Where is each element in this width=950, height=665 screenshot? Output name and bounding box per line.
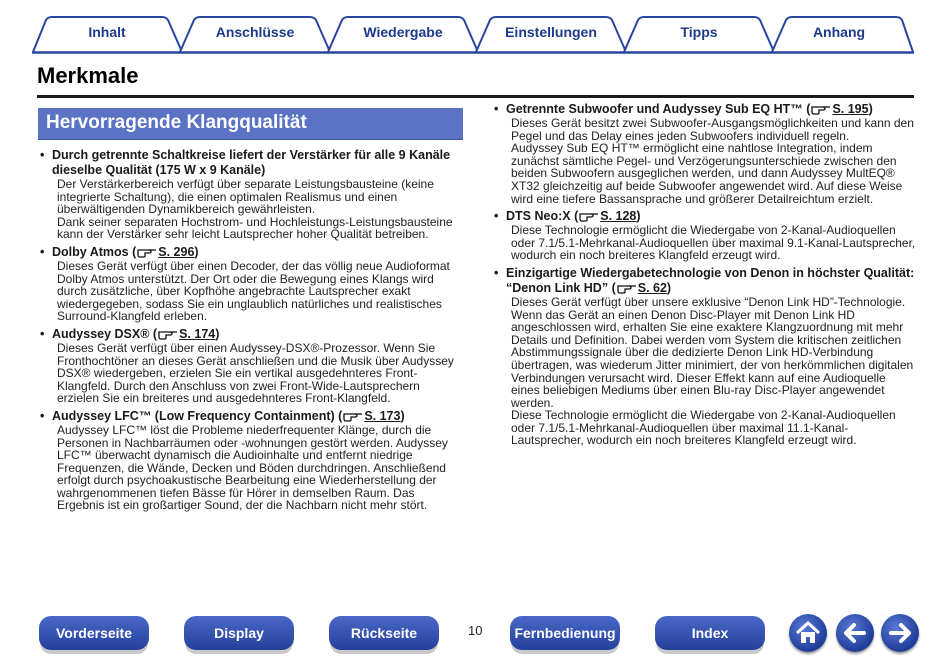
feature-heading-text: Durch getrennte Schaltkreise liefert der Verstärker für alle 9 Kanäle dieselbe Qualität (175 W x 9 Kanäle) <box>52 148 451 177</box>
bullet-icon: • <box>494 102 499 116</box>
pointing-hand-reference-icon <box>579 210 599 222</box>
tab-anschluesse[interactable]: Anschlüsse <box>215 24 295 40</box>
page-reference-link[interactable]: S. 173 <box>364 408 401 423</box>
feature-heading <box>38 327 463 342</box>
tab-einstellungen[interactable]: Einstellungen <box>505 24 597 40</box>
page-reference-link[interactable]: S. 296 <box>158 244 195 259</box>
display-button[interactable]: Display <box>184 616 294 650</box>
rueckseite-button[interactable]: Rückseite <box>329 616 439 650</box>
page-reference-link[interactable]: S. 128 <box>600 209 637 224</box>
back-button[interactable] <box>836 614 874 652</box>
bullet-icon: • <box>40 148 45 162</box>
tab-anhang[interactable]: Anhang <box>812 24 866 40</box>
page-number: 10 <box>468 623 483 638</box>
bullet-icon: • <box>40 244 45 259</box>
feature-item <box>38 148 463 241</box>
feature-heading <box>492 266 916 296</box>
page-reference: ( S. 174) <box>149 326 220 341</box>
page-reference-link[interactable]: S. 174 <box>179 326 216 341</box>
title-divider <box>37 95 914 98</box>
feature-heading <box>38 245 463 260</box>
forward-button[interactable] <box>881 614 919 652</box>
bullet-icon: • <box>40 326 45 341</box>
feature-description: Dieses Gerät verfügt über einen Decoder, der das völlig neue Audioformat Dolby Atmos unterstützt. Der Ort oder die Bewegung eines Klangs wird durch zusätzliche, über Kopfhöhe angebrachte Lautsprecher exakt wiedergegeben, sodass Sie ein unglaublich natürliches und realistisches Surround-Klangfeld erleben. <box>57 258 450 324</box>
vorderseite-button[interactable]: Vorderseite <box>39 616 149 650</box>
tab-wiedergabe[interactable]: Wiedergabe <box>363 24 443 40</box>
arrow-right-icon <box>881 614 919 652</box>
feature-description: Audyssey LFC™ löst die Probleme niederfrequenter Klänge, durch die Personen in Nachbarräumen oder -wohnungen gestört werden. Audyssey LFC™ überwacht dynamisch die Audioinhalte und entfernt niedrige Frequenzen, die Wände, Decken und Böden durchdringen. Anschließend erfolgt durch psychoakustische Bearbeitung eine Wiederherstellung der wahrgenommenen tiefen Bässe für Hörer in demselben Raum. Das Ergebnis ist ein großartiger Sound, der die Nachbarn nicht mehr stört. <box>57 422 448 513</box>
top-tab-bar <box>32 16 914 54</box>
page-reference-link[interactable]: S. 62 <box>637 280 667 295</box>
page-reference: ( S. 173) <box>334 408 405 423</box>
fernbedienung-button[interactable]: Fernbedienung <box>510 616 620 650</box>
feature-item <box>38 327 463 405</box>
page-reference: ( S. 128) <box>570 209 641 224</box>
feature-description: Audyssey Sub EQ HT™ ermöglicht eine nahtlose Integration, indem zunächst sämtliche Pegel- und Verzögerungsunterschiede zwischen den beiden Subwoofern ausgeglichen werden, und dann Audyssey MultEQ® XT32 gleichzeitig auf beide Subwoofer angewendet wird. Auf diese Weise wird eine tiefere Bassansprache und größerer Detailreichtum erzielt. <box>511 141 903 206</box>
page-reference: ( S. 62) <box>608 280 672 295</box>
right-column <box>492 102 916 451</box>
feature-heading-text: Dolby Atmos <box>52 244 129 259</box>
page-title: Merkmale <box>37 63 139 88</box>
pointing-hand-reference-icon <box>137 246 157 258</box>
feature-description: Diese Technologie ermöglicht die Wiedergabe von 2-Kanal-Audioquellen oder 7.1/5.1-Mehrkanal-Audioquellen über maximal 11.1-Kanal-Lautsprecher, wodurch ein noch breiteres Klangfeld erzeugt wird. <box>511 408 896 448</box>
feature-heading-text: Getrennte Subwoofer und Audyssey Sub EQ HT™ <box>506 102 803 116</box>
feature-description: Dieses Gerät besitzt zwei Subwoofer-Ausgangsmöglichkeiten und kann den Pegel und das Delay eines jeden Subwoofers individuell regeln. <box>511 116 914 143</box>
home-icon <box>789 614 827 652</box>
feature-heading <box>38 148 463 178</box>
bullet-icon: • <box>494 209 499 224</box>
bullet-icon: • <box>40 408 45 423</box>
feature-description: Dieses Gerät verfügt über unsere exklusive “Denon Link HD”-Technologie. Wenn das Gerät an einen Denon Disc-Player mit Denon Link HD angeschlossen wird, erhalten Sie eine exaktere Klangzuordnung mit mehr Details und Definition. Dabei werden vom System die kritischen zeitlichen Abstimmungssignale über die dedizierte Denon Link HD-Verbindung übertragen, was wiederum Jitter minimiert, der von herkömmlichen digitalen Verbindungen verursacht wird. Dieser Effekt kann auf eine Audioquelle eines beliebigen Mediums über einen Blu-ray Disc-Player angewendet werden. <box>511 294 914 410</box>
right-feature-list <box>492 102 916 447</box>
feature-heading-text: Audyssey LFC™ (Low Frequency Containment) <box>52 408 335 423</box>
page-reference: ( S. 195) <box>802 102 873 116</box>
feature-item <box>38 245 463 323</box>
feature-description: Dank seiner separaten Hochstrom- und Hochleistungs-Leistungsbausteine kann der Verstärker sehr leicht Lautsprecher hoher Qualität betreiben. <box>57 214 453 242</box>
tab-tipps[interactable]: Tipps <box>680 24 718 40</box>
home-button[interactable] <box>789 614 827 652</box>
feature-heading <box>492 209 916 224</box>
feature-item <box>492 102 916 205</box>
left-feature-list <box>38 148 463 512</box>
page-reference-link[interactable]: S. 195 <box>832 102 869 116</box>
feature-heading <box>492 102 916 117</box>
section-title: Hervorragende Klangqualität <box>38 108 463 140</box>
bullet-icon: • <box>494 265 499 280</box>
tab-inhalt[interactable]: Inhalt <box>88 24 126 40</box>
pointing-hand-reference-icon <box>158 328 178 340</box>
feature-description: Diese Technologie ermöglicht die Wiedergabe von 2-Kanal-Audioquellen oder 7.1/5.1-Mehrkanal-Audioquellen über maximal 9.1-Kanal-Lautsprecher, wodurch ein noch breiteres Klangfeld erzeugt wird. <box>511 223 916 263</box>
index-button[interactable]: Index <box>655 616 765 650</box>
feature-heading-text: Audyssey DSX® <box>52 326 150 341</box>
left-column <box>38 108 463 516</box>
page-reference: ( S. 296) <box>128 244 199 259</box>
pointing-hand-reference-icon <box>811 103 831 115</box>
feature-description: Dieses Gerät verfügt über einen Audyssey-DSX®-Prozessor. Wenn Sie Fronthochtöner an dieses Gerät anschließen und die Musik über Audyssey DSX® wiedergeben, erzielen Sie ein vertikal ausgedehnteres Front-Klangfeld. Durch den Anschluss von zwei Front-Wide-Lautsprechern erzielen Sie ein breiteres und ausgedehnteres Front-Klangfeld. <box>57 340 454 406</box>
feature-description: Der Verstärkerbereich verfügt über separate Leistungsbausteine (keine integrierte Schaltung), die einen optimalen Realismus und einen überwältigenden Dynamikbereich gewährleisten. <box>57 177 434 217</box>
pointing-hand-reference-icon <box>343 410 363 422</box>
feature-heading-text: Einzigartige Wiedergabetechnologie von Denon in höchster Qualität: “Denon Link HD” <box>506 265 915 295</box>
feature-heading-text: DTS Neo:X <box>506 209 571 224</box>
pointing-hand-reference-icon <box>617 282 637 294</box>
feature-item <box>492 209 916 262</box>
feature-heading <box>38 409 463 424</box>
feature-item <box>38 409 463 512</box>
feature-item <box>492 266 916 447</box>
arrow-left-icon <box>836 614 874 652</box>
